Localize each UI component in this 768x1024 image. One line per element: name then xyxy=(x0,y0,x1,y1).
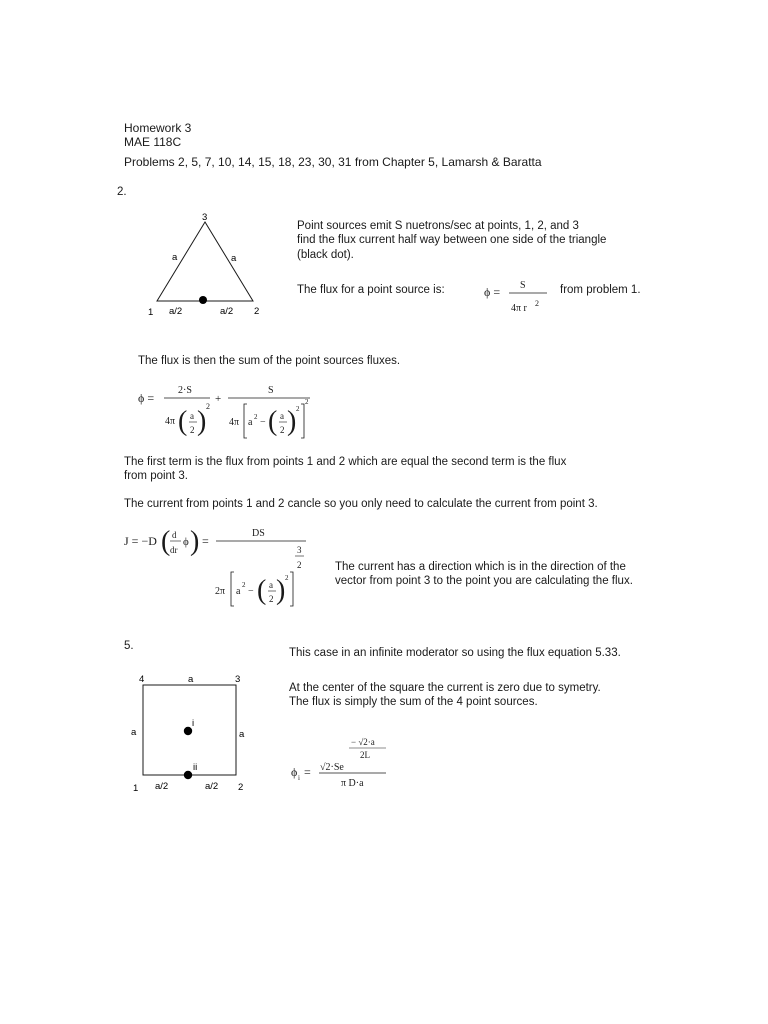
flux-sum-text: The flux is then the sum of the point sources fluxes. xyxy=(138,355,401,367)
svg-text:2: 2 xyxy=(305,398,309,406)
svg-text:2π: 2π xyxy=(215,586,226,597)
svg-text:): ) xyxy=(197,406,207,437)
svg-text:2·S: 2·S xyxy=(178,385,192,396)
center-flux-formula xyxy=(289,730,394,790)
svg-text:2: 2 xyxy=(254,413,258,421)
svg-text:2: 2 xyxy=(269,594,274,604)
svg-text:2: 2 xyxy=(242,581,246,589)
svg-text:2: 2 xyxy=(296,405,300,413)
svg-text:2: 2 xyxy=(535,299,539,308)
current-text: The current from points 1 and 2 cancle so you only need to calculate the current from point 3. xyxy=(124,498,598,510)
point-source-note: from problem 1. xyxy=(560,284,641,296)
svg-text:+: + xyxy=(215,393,222,405)
svg-text:4π: 4π xyxy=(229,417,240,428)
svg-text:(: ( xyxy=(178,406,188,437)
svg-text:J = −D: J = −D xyxy=(124,534,157,548)
square-point-i: i xyxy=(192,718,195,729)
svg-text:−: − xyxy=(248,586,254,597)
square-center-point xyxy=(184,727,192,735)
square-point-ii: ii xyxy=(193,762,198,773)
svg-text:ϕ =: ϕ = xyxy=(138,391,155,405)
svg-text:d: d xyxy=(172,530,177,540)
course-code: MAE 118C xyxy=(124,135,182,149)
point-source-label: The flux for a point source is: xyxy=(297,284,445,296)
svg-text:=: = xyxy=(304,765,311,779)
svg-text:a: a xyxy=(269,580,273,590)
svg-text:a: a xyxy=(248,417,253,428)
triangle-diagram xyxy=(140,208,275,323)
svg-text:): ) xyxy=(190,526,200,557)
svg-text:(: ( xyxy=(268,406,278,437)
triangle-side-left: a xyxy=(172,252,178,263)
triangle-half-left: a/2 xyxy=(169,306,183,317)
square-corner-2: 2 xyxy=(238,782,244,793)
homework-title: Homework 3 xyxy=(124,121,192,135)
first-term-line-1: The first term is the flux from points 1 and 2 which are equal the second term is the flux xyxy=(124,456,567,468)
direction-line-1: The current has a direction which is in the direction of the xyxy=(335,561,626,573)
svg-text:2L: 2L xyxy=(360,750,370,760)
problem-5-number: 5. xyxy=(124,640,134,652)
square-corner-4: 4 xyxy=(139,674,145,685)
flux-sum-formula xyxy=(138,378,328,443)
svg-text:4π r: 4π r xyxy=(511,303,527,314)
square-half-left: a/2 xyxy=(155,781,169,792)
problem-5-intro: This case in an infinite moderator so using the flux equation 5.33. xyxy=(289,647,621,659)
triangle-side-right: a xyxy=(231,253,237,264)
center-line-2: The flux is simply the sum of the 4 point sources. xyxy=(289,696,538,708)
triangle-vertex-3: 3 xyxy=(202,212,208,223)
svg-text:S: S xyxy=(268,385,274,396)
first-term-line-2: from point 3. xyxy=(124,470,188,482)
svg-text:i: i xyxy=(298,774,300,782)
svg-text:a: a xyxy=(236,586,241,597)
svg-text:dr: dr xyxy=(170,545,178,555)
svg-text:DS: DS xyxy=(252,528,265,539)
intro-line-2: find the flux current half way between one side of the triangle xyxy=(297,234,607,246)
svg-text:(: ( xyxy=(257,575,267,606)
triangle-vertex-1: 1 xyxy=(148,307,154,318)
square-diagram xyxy=(126,670,251,795)
point-source-formula xyxy=(482,275,562,317)
svg-text:4π: 4π xyxy=(165,416,176,427)
current-formula xyxy=(124,520,319,610)
triangle-vertex-2: 2 xyxy=(254,306,260,317)
svg-text:2: 2 xyxy=(206,402,210,411)
problem-2-number: 2. xyxy=(117,186,127,198)
square-side-right: a xyxy=(239,729,245,740)
svg-text:a: a xyxy=(190,411,194,421)
triangle-half-right: a/2 xyxy=(220,306,234,317)
svg-text:ϕ =: ϕ = xyxy=(484,285,501,299)
square-corner-1: 1 xyxy=(133,783,139,794)
intro-line-3: (black dot). xyxy=(297,249,354,261)
svg-text:ϕ: ϕ xyxy=(291,765,298,779)
svg-text:3: 3 xyxy=(297,545,302,555)
triangle-flux-point xyxy=(199,296,207,304)
svg-text:(: ( xyxy=(161,526,171,557)
square-corner-3: 3 xyxy=(235,674,241,685)
svg-text:=: = xyxy=(202,534,209,548)
svg-text:a: a xyxy=(280,411,284,421)
svg-text:): ) xyxy=(276,575,286,606)
problem-list: Problems 2, 5, 7, 10, 14, 15, 18, 23, 30, 31 from Chapter 5, Lamarsh & Baratta xyxy=(124,155,542,169)
svg-text:ϕ: ϕ xyxy=(183,536,189,548)
svg-text:π D·a: π D·a xyxy=(341,778,364,789)
svg-text:− √2·a: − √2·a xyxy=(351,737,375,747)
svg-text:2: 2 xyxy=(297,560,302,570)
intro-line-1: Point sources emit S nuetrons/sec at points, 1, 2, and 3 xyxy=(297,220,579,232)
svg-text:2: 2 xyxy=(190,425,195,435)
center-line-1: At the center of the square the current is zero due to symetry. xyxy=(289,682,601,694)
direction-line-2: vector from point 3 to the point you are calculating the flux. xyxy=(335,575,633,587)
square-edge-point xyxy=(184,771,192,779)
square-half-right: a/2 xyxy=(205,781,219,792)
svg-text:2: 2 xyxy=(285,574,289,582)
svg-text:S: S xyxy=(520,280,526,291)
square-side-top: a xyxy=(188,674,194,685)
svg-text:√2·Se: √2·Se xyxy=(320,762,344,773)
svg-text:−: − xyxy=(260,417,266,428)
svg-text:2: 2 xyxy=(280,425,285,435)
svg-text:): ) xyxy=(287,406,297,437)
square-side-left: a xyxy=(131,727,137,738)
